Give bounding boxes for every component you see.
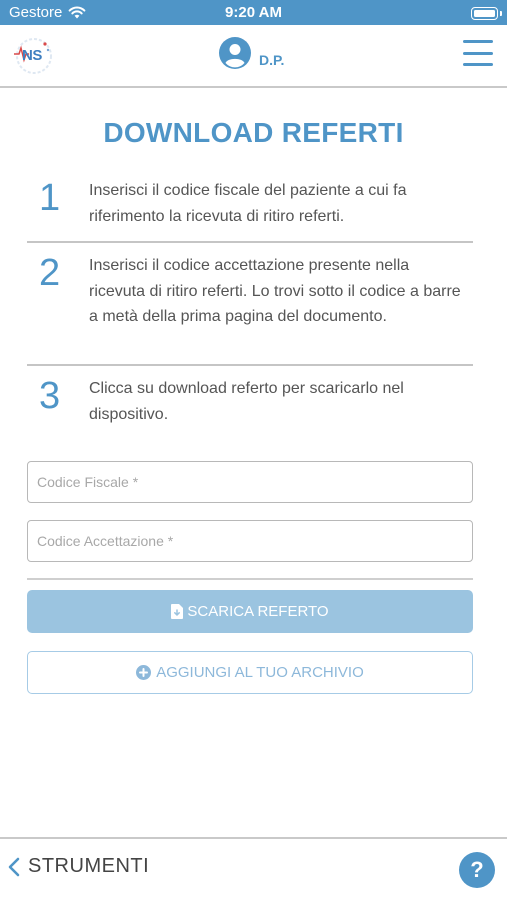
hamburger-menu-icon[interactable]	[463, 40, 493, 66]
step-text: Clicca su download referto per scaricarlo nel dispositivo.	[89, 380, 404, 423]
app-logo[interactable]	[12, 36, 56, 76]
step-divider	[27, 364, 473, 366]
bottom-toolbar	[0, 837, 507, 900]
step-number: 1	[39, 177, 61, 219]
download-referto-button[interactable]	[27, 590, 473, 633]
add-to-archive-label: AGGIUNGI AL TUO ARCHIVIO	[156, 664, 364, 681]
codice-accettazione-input[interactable]	[27, 520, 473, 562]
form-divider	[27, 578, 473, 580]
back-button[interactable]	[8, 855, 149, 878]
codice-fiscale-input[interactable]	[27, 461, 473, 503]
step-text: Inserisci il codice accettazione presente nella ricevuta di ritiro referti. Lo trovi sotto il codice a barre a metà della prima pagina del documento.	[89, 257, 461, 325]
step-number: 2	[39, 252, 61, 294]
plus-circle-icon	[136, 665, 151, 680]
logo-text: NS	[22, 47, 42, 64]
user-circle-icon	[219, 37, 251, 69]
status-bar	[0, 0, 507, 25]
step-1	[27, 176, 473, 232]
user-profile[interactable]	[219, 37, 284, 69]
status-time: 9:20 AM	[225, 4, 282, 21]
back-label: STRUMENTI	[28, 855, 150, 877]
file-download-icon	[171, 604, 183, 619]
battery-icon	[471, 7, 498, 20]
battery-tip	[500, 11, 502, 16]
step-divider	[27, 241, 473, 243]
add-to-archive-button[interactable]	[27, 651, 473, 694]
step-2	[27, 251, 473, 357]
help-icon[interactable]: ?	[459, 852, 495, 888]
chevron-left-icon	[8, 857, 20, 877]
carrier-label: Gestore	[9, 4, 63, 21]
step-text: Inserisci il codice fiscale del paziente a cui fa riferimento la ricevuta di ritiro referti.	[89, 182, 407, 225]
step-3	[27, 374, 473, 430]
download-referto-label: SCARICA REFERTO	[187, 603, 329, 620]
user-initials: D.P.	[259, 52, 285, 68]
page-title: DOWNLOAD REFERTI	[103, 117, 404, 148]
app-header	[0, 25, 507, 88]
step-number: 3	[39, 375, 61, 417]
